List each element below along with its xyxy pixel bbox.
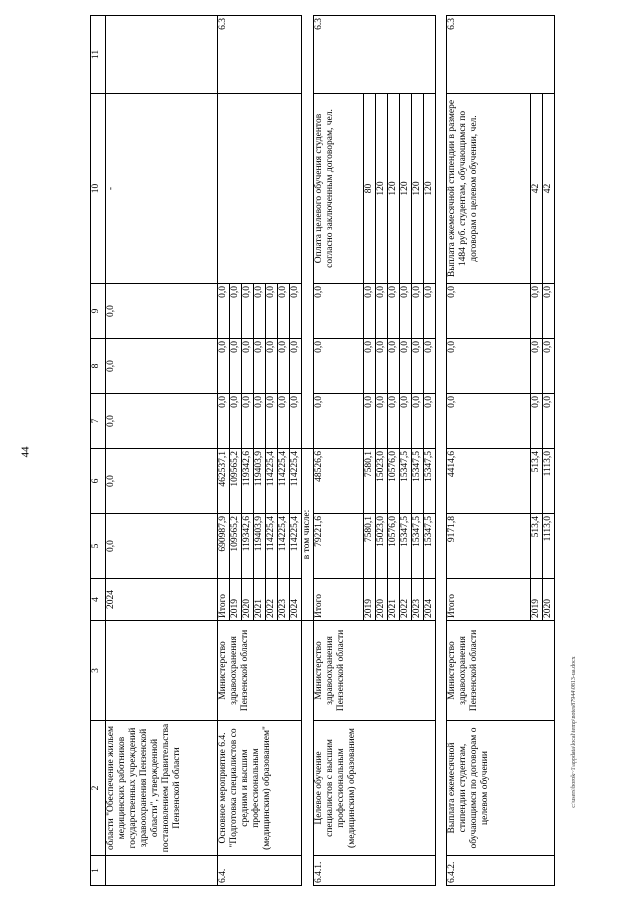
- header-cell: 5: [91, 514, 106, 579]
- program-table: [90, 15, 555, 886]
- table-row: 2021 10576,0 10576,0 0,0 0,0 0,0 120: [387, 16, 399, 886]
- header-cell: 10: [91, 94, 106, 284]
- table-row: 6.4. Основное мероприятие 6.4. "Подготовка специалистов со средним и высшим профессиональным (медицинским) образованием" Министерство здравоохранения Пензенской области Итого 690987,9 462537,1 0,0 0,0 0,0 6.3: [218, 16, 230, 886]
- table-row: 2020 1113,0 1113,0 0,0 0,0 0,0 42: [542, 16, 554, 886]
- indicator-number: 6.3: [218, 16, 302, 94]
- table-row: 2024 114225,4 114225,4 0,0 0,0 0,0: [290, 16, 302, 886]
- table-rotated-container: [90, 16, 600, 886]
- indicator-cell: Выплата ежемесячной стипендии в размере 1484 руб. студентам, обучающимся по договорам о целевом обучении, чел.: [446, 94, 530, 284]
- header-cell: 6: [91, 449, 106, 514]
- row-number: 6.4.1.: [313, 856, 435, 886]
- table-row: [106, 16, 218, 886]
- indicator-cell: Оплата целевого обучения студентов согласно заключенным договорам, чел.: [313, 94, 363, 284]
- header-cell: 1: [91, 856, 106, 886]
- table-row: 6.4.1. Целевое обучение специалистов с высшим профессиональным (медицинским) образованием Министерство здравоохранения Пензенской области Итого 79221,6 48526,6 0,0 0,0 0,0 Оплата целевого обучения студентов согласно заключенным договорам, чел. 6.3: [313, 16, 363, 886]
- row-number: 6.4.2.: [446, 856, 554, 886]
- table-row: 2020 15023,0 15023,0 0,0 0,0 0,0 120: [375, 16, 387, 886]
- table-row: [302, 16, 314, 886]
- table-row: 2019 109565,2 109565,2 0,0 0,0 0,0: [230, 16, 242, 886]
- row-number: 6.4.: [218, 856, 302, 886]
- indicator-number: 6.3: [313, 16, 435, 94]
- subtotal-label: в том числе:: [302, 449, 314, 621]
- indicator-cell: -: [106, 94, 218, 284]
- header-cell: 9: [91, 284, 106, 339]
- header-cell: 4: [91, 579, 106, 621]
- event-name: Основное мероприятие 6.4. "Подготовка специалистов со средним и высшим профессиональным (медицинским) образованием": [218, 721, 302, 856]
- table-row: 2023 15347,5 15347,5 0,0 0,0 0,0 120: [411, 16, 423, 886]
- table-row: 2024 15347,5 15347,5 0,0 0,0 0,0 120: [423, 16, 435, 886]
- header-cell: 2: [91, 721, 106, 856]
- header-cell: 8: [91, 339, 106, 394]
- value-cell: 0,0: [106, 284, 218, 339]
- event-name: области "Обеспечение жильем медицинских работников государственных учреждений здравоохранения Пензенской области", утвержденной постановлением Правительства Пензенской области: [106, 721, 218, 856]
- executor: Министерство здравоохранения Пензенской области: [446, 621, 554, 721]
- table-row: 2019 7580,1 7580,1 0,0 0,0 0,0 80: [363, 16, 375, 886]
- table-row: 2019 513,4 513,4 0,0 0,0 0,0 42: [530, 16, 542, 886]
- page-number: 44: [19, 446, 32, 458]
- header-cell: 3: [91, 621, 106, 721]
- value-cell: 0,0: [106, 339, 218, 394]
- header-cell: 11: [91, 16, 106, 94]
- executor: Министерство здравоохранения Пензенской области: [313, 621, 435, 721]
- header-cell: 7: [91, 394, 106, 449]
- table-row: 2022 114225,4 114225,4 0,0 0,0 0,0: [266, 16, 278, 886]
- table-row: 2022 15347,5 15347,5 0,0 0,0 0,0 120: [399, 16, 411, 886]
- footer-file-path: c:\users\borok~1\appdata\local\temp\notes87944\0813-ua.docx: [571, 656, 577, 808]
- value-cell: 0,0: [106, 514, 218, 579]
- header-row: [91, 16, 106, 886]
- table-row: 2023 114225,4 114225,4 0,0 0,0 0,0: [278, 16, 290, 886]
- table-row: 2021 119403,9 119403,9 0,0 0,0 0,0: [254, 16, 266, 886]
- value-cell: 0,0: [106, 394, 218, 449]
- event-name: Выплата ежемесячной стипендии студентам, обучающимся по договорам о целевом обучении: [446, 721, 554, 856]
- year-cell: 2024: [106, 579, 218, 621]
- indicator-number: 6.3: [446, 16, 554, 94]
- table-row: 2020 119342,6 119342,6 0,0 0,0 0,0: [242, 16, 254, 886]
- value-cell: 0,0: [106, 449, 218, 514]
- table-row: 6.4.2. Выплата ежемесячной стипендии студентам, обучающимся по договорам о целевом обучении Министерство здравоохранения Пензенской области Итого 9171,8 4414,6 0,0 0,0 0,0 Выплата ежемесячной стипендии в размере 1484 руб. студентам, обучающимся по договорам о целевом обучении, чел. 6.3: [446, 16, 530, 886]
- event-name: Целевое обучение специалистов с высшим профессиональным (медицинским) образованием: [313, 721, 435, 856]
- executor: Министерство здравоохранения Пензенской области: [218, 621, 302, 721]
